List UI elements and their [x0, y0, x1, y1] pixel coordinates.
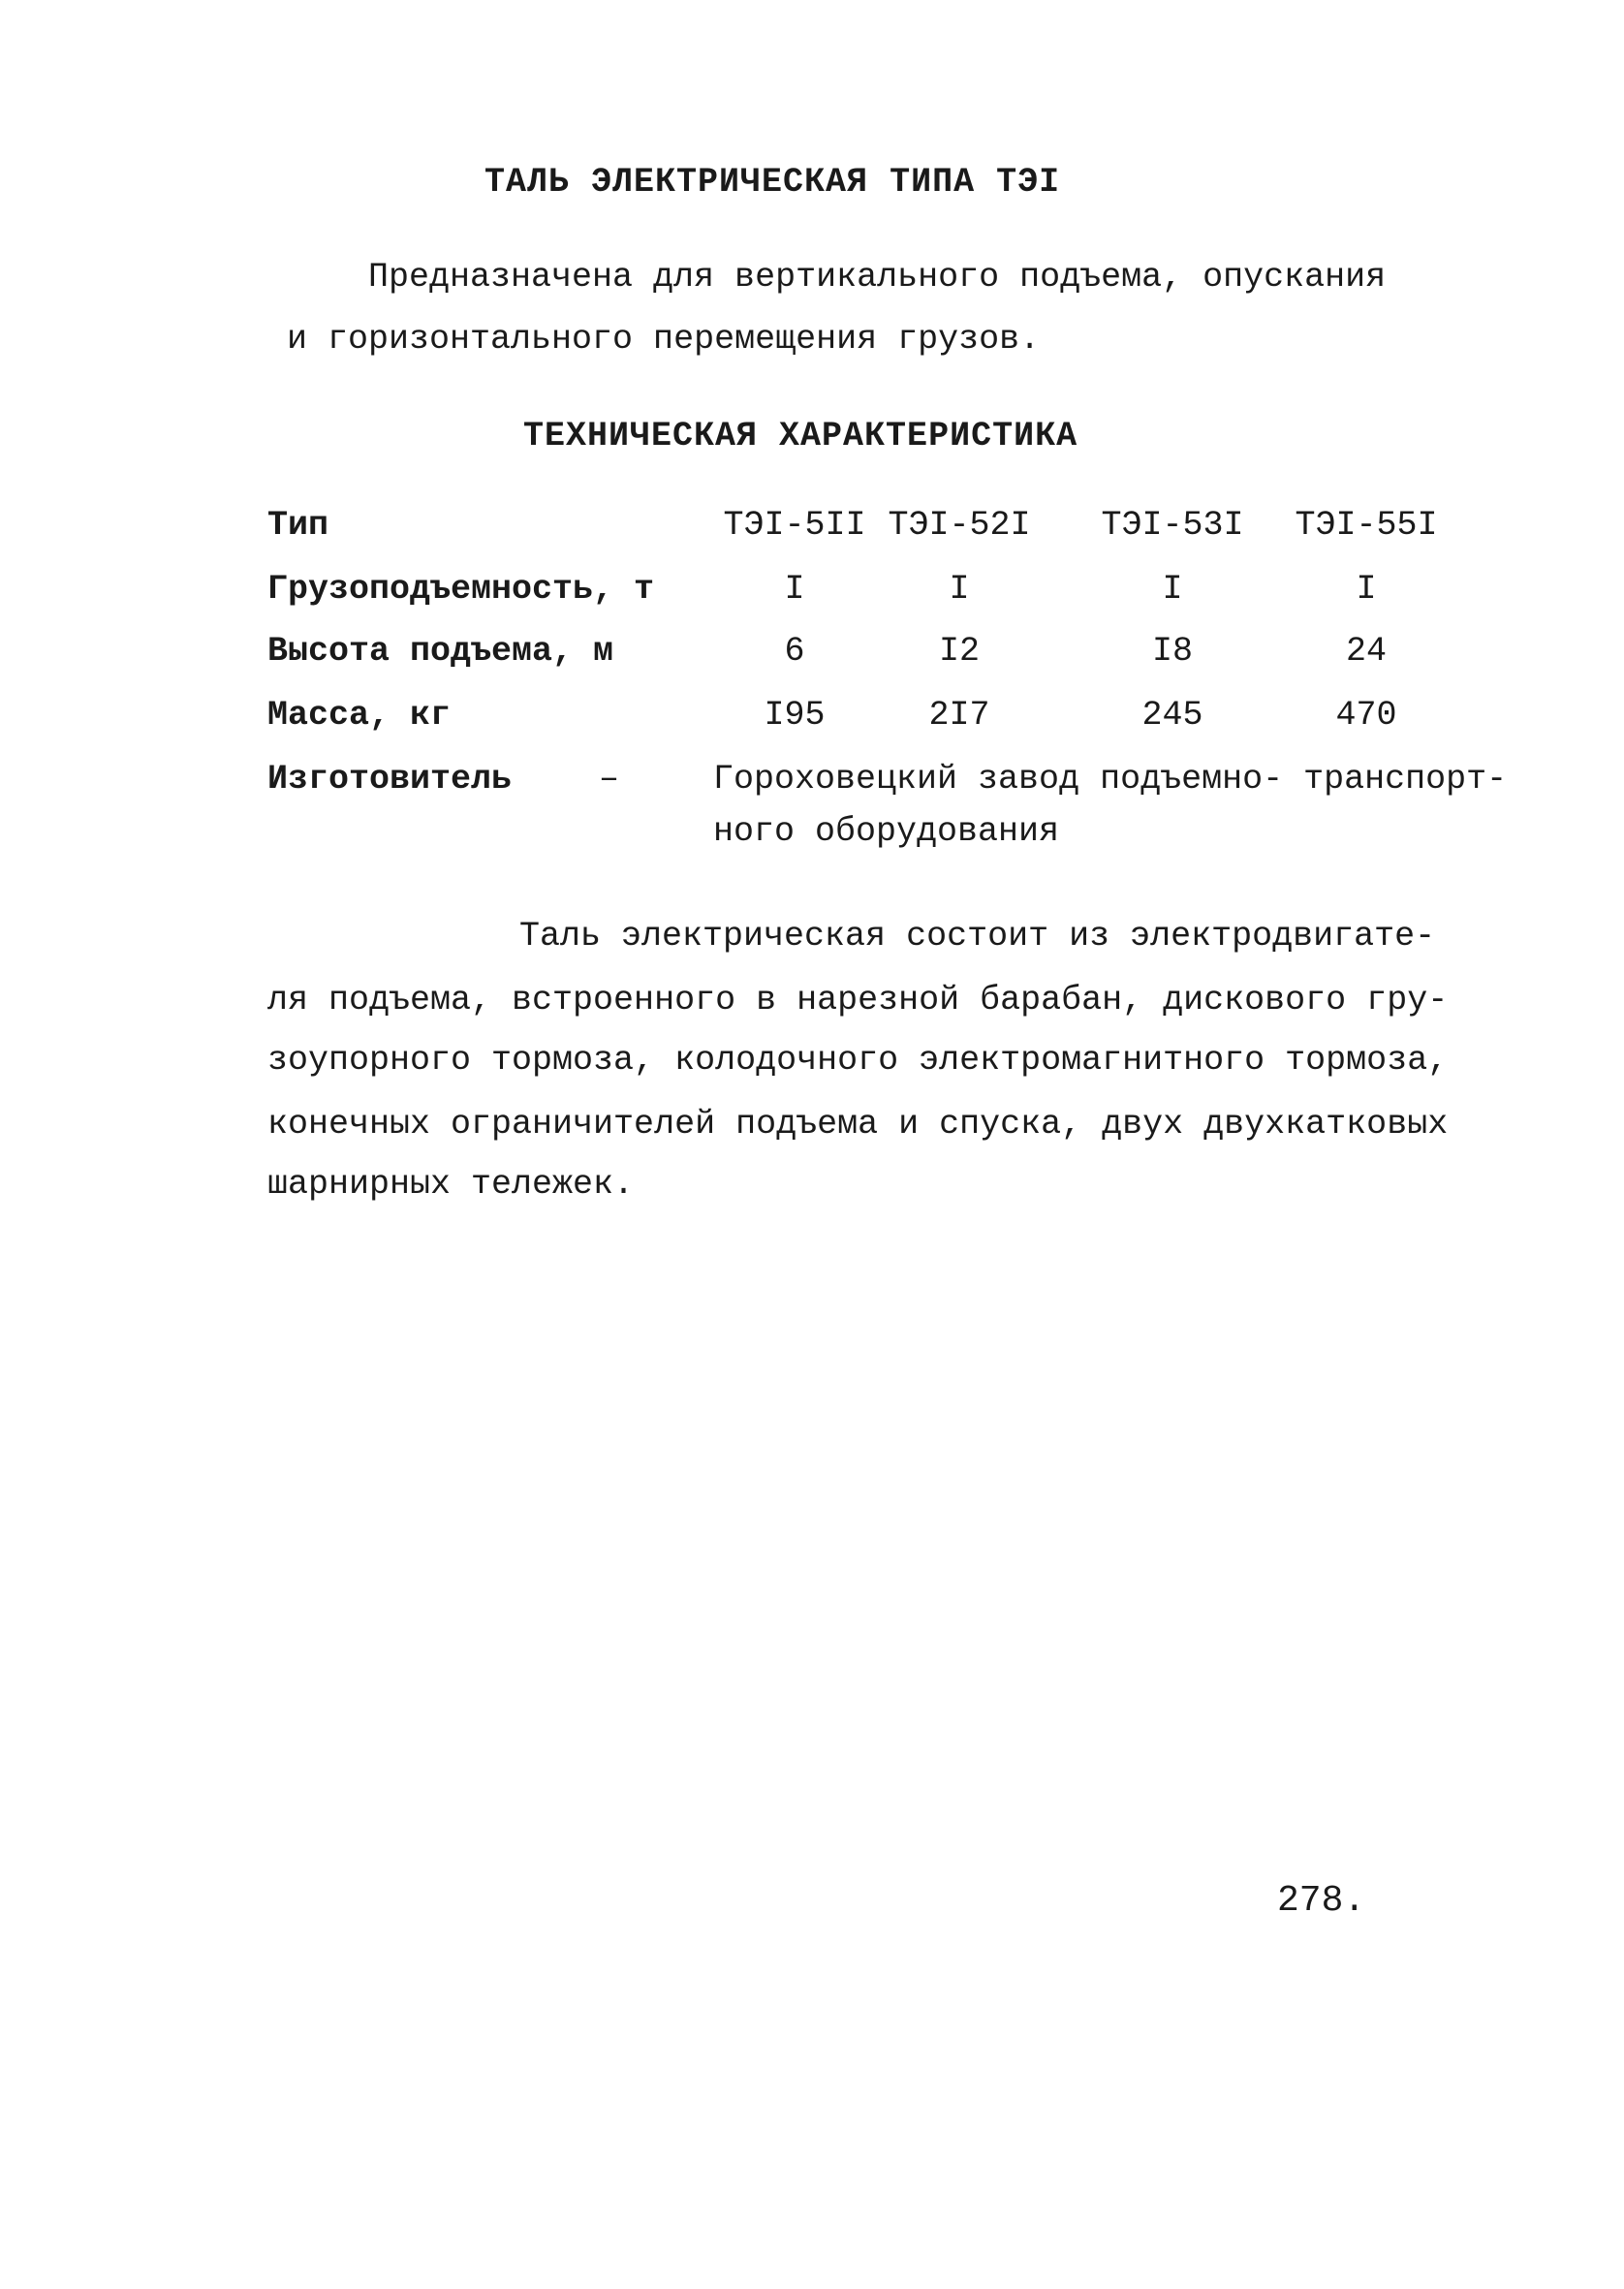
manufacturer-label: Изготовитель: [267, 760, 513, 799]
table-cell: 470: [1335, 696, 1397, 735]
description-line-3: зоупорного тормоза, колодочного электромагнитного тормоза,: [267, 1041, 1449, 1080]
document-title: ТАЛЬ ЭЛЕКТРИЧЕСКАЯ ТИПА ТЭI: [484, 163, 1061, 202]
table-header-col-1: ТЭI-5II: [723, 506, 866, 545]
description-line-5: шарнирных тележек.: [267, 1165, 635, 1204]
table-cell: I95: [764, 696, 826, 735]
manufacturer-line-2: ного оборудования: [713, 812, 1060, 851]
table-row-label: Высота подъема, м: [267, 632, 614, 671]
manufacturer-line-1: Гороховецкий завод подъемно- транспорт-: [713, 760, 1508, 799]
table-row-label: Грузоподъемность, т: [267, 570, 655, 609]
table-cell: 24: [1345, 632, 1387, 671]
description-line-2: ля подъема, встроенного в нарезной барабан, дискового гру-: [267, 981, 1449, 1019]
table-cell: I: [1162, 570, 1183, 609]
table-cell: 2I7: [928, 696, 990, 735]
table-cell: I: [1356, 570, 1377, 609]
description-line-1: Таль электрическая состоит из электродвигате-: [519, 917, 1436, 956]
table-cell: 6: [784, 632, 805, 671]
table-header-label: Тип: [267, 506, 329, 545]
table-cell: I8: [1151, 632, 1193, 671]
table-cell: I: [784, 570, 805, 609]
table-cell: I: [949, 570, 970, 609]
table-header-col-4: ТЭI-55I: [1295, 506, 1438, 545]
table-row-label: Масса, кг: [267, 696, 452, 735]
spec-title: ТЕХНИЧЕСКАЯ ХАРАКТЕРИСТИКА: [523, 417, 1078, 455]
intro-line-1: Предназначена для вертикального подъема, опускания: [368, 258, 1387, 297]
page-number: 278.: [1277, 1880, 1366, 1922]
manufacturer-dash: –: [599, 760, 620, 799]
table-header-col-3: ТЭI-53I: [1101, 506, 1244, 545]
table-cell: 245: [1141, 696, 1203, 735]
table-header-col-2: ТЭI-52I: [888, 506, 1031, 545]
description-line-4: конечных ограничителей подъема и спуска, двух двухкатковых: [267, 1105, 1449, 1144]
intro-line-2: и горизонтального перемещения грузов.: [287, 320, 1041, 359]
table-cell: I2: [938, 632, 980, 671]
